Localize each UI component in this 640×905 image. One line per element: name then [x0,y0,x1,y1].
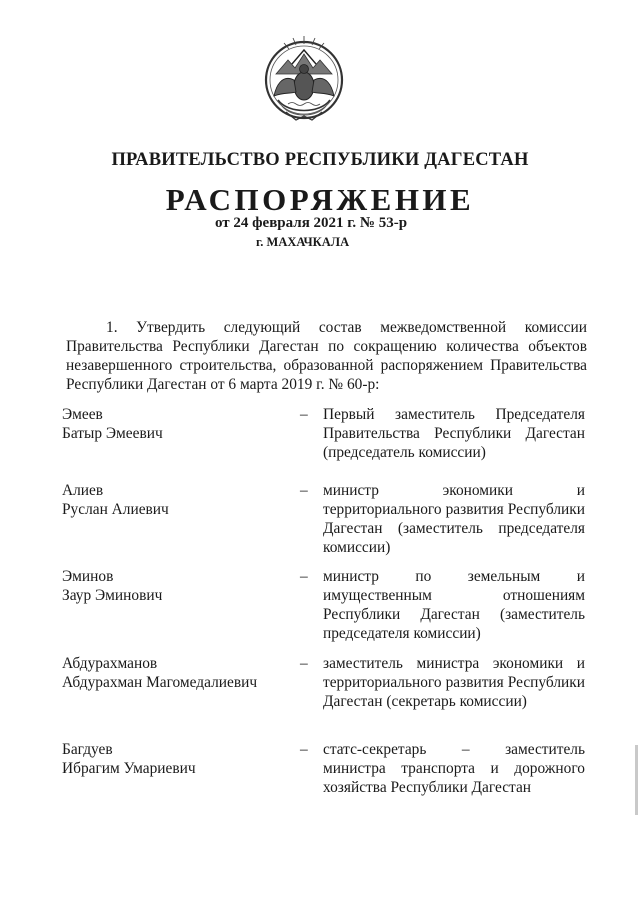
paragraph-1 [66,318,587,394]
document-type-title: РАСПОРЯЖЕНИЕ [165,182,475,217]
paragraph-1-text: 1. Утвердить следующий состав межведомственной комиссии Правительства Республики Дагестан по сокращению количества объектов незавершенного строительства, образованной распоряжением Правительства Республики Дагестан от 6 марта 2019 г. № 60-р: [66,319,587,393]
member-given-names: Ибрагим Умариевич [62,760,196,777]
member-surname: Эминов [62,568,114,585]
government-title: ПРАВИТЕЛЬСТВО РЕСПУБЛИКИ ДАГЕСТАН [111,150,529,170]
member-name [62,405,292,443]
member-dash: – [300,655,308,672]
member-name [62,481,292,519]
member-surname: Алиев [62,482,104,499]
member-given-names: Заур Эминович [62,587,163,604]
member-role: статс-секретарь – заместитель министра транспорта и дорожного хозяйства Республики Дагестан [323,741,585,796]
coat-of-arms-icon [262,34,346,134]
member-name [62,654,292,692]
document-city: г. МАХАЧКАЛА [256,235,350,249]
member-role: министр по земельным и имущественным отношениям Республики Дагестан (заместитель председателя комиссии) [323,568,585,642]
member-role: заместитель министра экономики и территориального развития Республики Дагестан (секретарь комиссии) [323,655,585,710]
member-dash: – [300,482,308,499]
member-given-names: Руслан Алиевич [62,501,169,518]
member-role: министр экономики и территориального развития Республики Дагестан (заместитель председателя комиссии) [323,482,585,556]
member-role: Первый заместитель Председателя Правительства Республики Дагестан (председатель комиссии) [323,406,585,461]
member-name [62,740,292,778]
member-surname: Эмеев [62,406,103,423]
member-dash: – [300,568,308,585]
member-surname: Багдуев [62,741,113,758]
scan-edge-mark [635,745,638,815]
member-name [62,567,292,605]
member-dash: – [300,741,308,758]
member-surname: Абдурахманов [62,655,158,672]
member-dash: – [300,406,308,423]
member-given-names: Абдурахман Магомедалиевич [62,674,258,691]
document-date-number: от 24 февраля 2021 г. № 53-р [215,215,408,231]
member-given-names: Батыр Эмеевич [62,425,163,442]
